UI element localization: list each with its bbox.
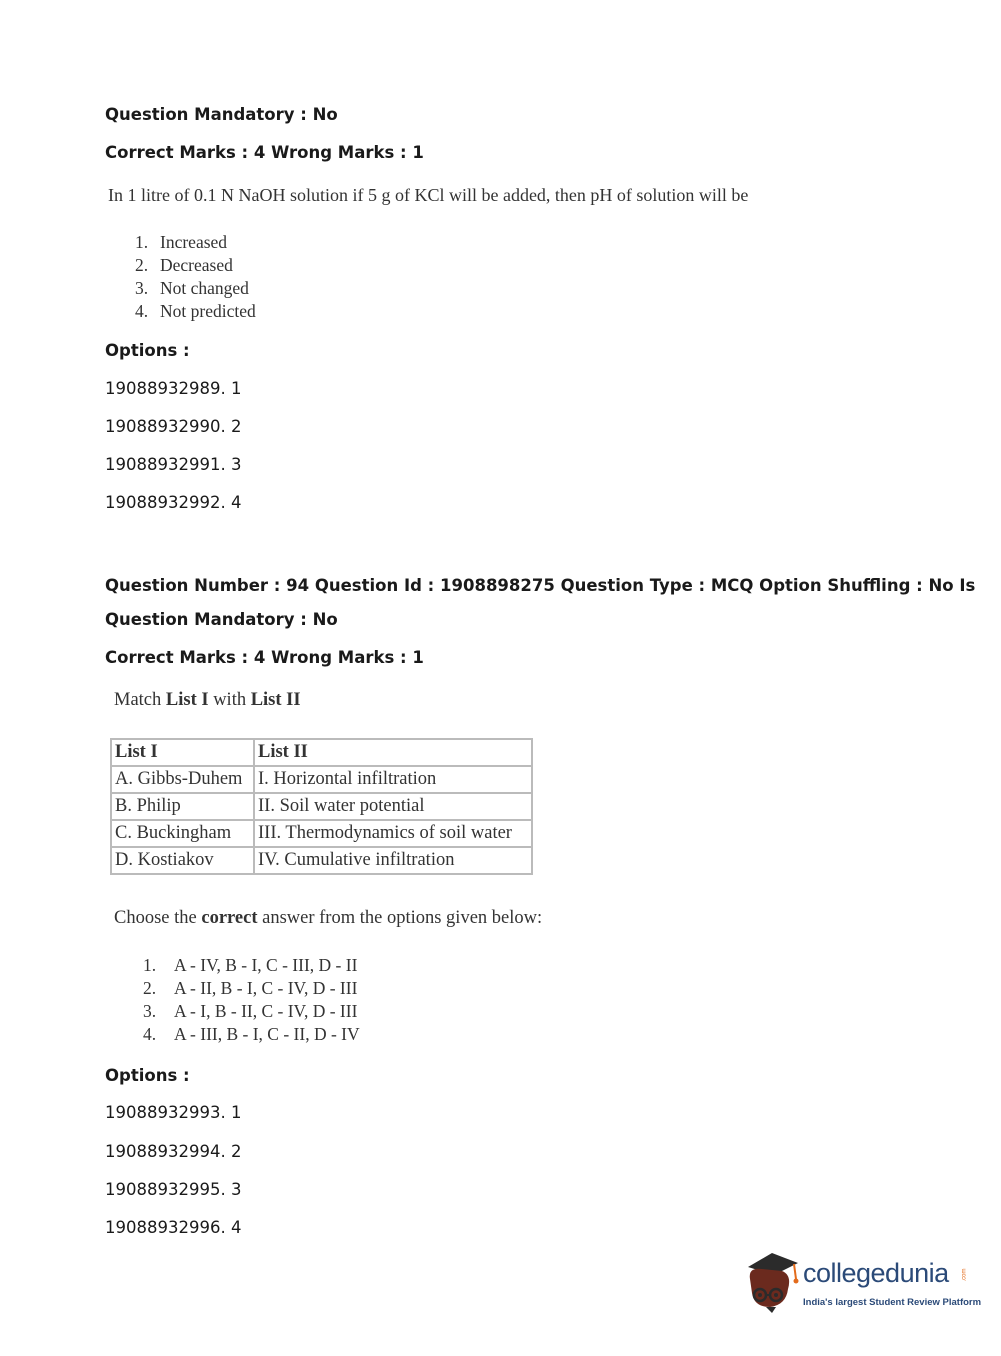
q94-option-3: 19088932995. 3 xyxy=(105,1180,242,1199)
q93-option-1: 19088932989. 1 xyxy=(105,379,242,398)
brand-dotcom: .com xyxy=(961,1268,968,1282)
brand-tagline: India's largest Student Review Platform xyxy=(803,1297,982,1308)
table-header-row xyxy=(111,739,532,766)
list-item: 2. A - II, B - I, C - IV, D - III xyxy=(143,978,358,998)
table-header: List II xyxy=(254,739,532,766)
table-cell: III. Thermodynamics of soil water xyxy=(254,820,532,847)
table-row xyxy=(111,793,532,820)
q94-choice-list xyxy=(143,954,360,1046)
table-cell: B. Philip xyxy=(111,793,254,820)
q93-choice-list xyxy=(135,231,256,323)
q93-options-label: Options : xyxy=(105,341,190,360)
q94-intro: Match List I with List II xyxy=(114,690,301,710)
list-item: 1. Increased xyxy=(135,232,228,252)
list-item: 4. Not predicted xyxy=(135,301,256,321)
q94-marks: Correct Marks : 4 Wrong Marks : 1 xyxy=(105,648,424,667)
table-cell: IV. Cumulative infiltration xyxy=(254,847,532,874)
q94-option-4: 19088932996. 4 xyxy=(105,1218,242,1237)
table-row xyxy=(111,766,532,793)
q93-question-text: In 1 litre of 0.1 N NaOH solution if 5 g of KCl will be added, then pH of solution will be xyxy=(108,185,749,205)
list-item: 1. A - IV, B - I, C - III, D - II xyxy=(143,955,358,975)
brand-name: collegedunia xyxy=(803,1258,949,1288)
q94-options-label: Options : xyxy=(105,1066,190,1085)
q94-option-2: 19088932994. 2 xyxy=(105,1142,242,1161)
table-row xyxy=(111,820,532,847)
table-cell: C. Buckingham xyxy=(111,820,254,847)
list-item: 2. Decreased xyxy=(135,255,233,275)
list-item: 3. Not changed xyxy=(135,278,249,298)
match-table xyxy=(110,738,533,875)
list-item: 3. A - I, B - II, C - IV, D - III xyxy=(143,1001,358,1021)
table-cell: D. Kostiakov xyxy=(111,847,254,874)
q93-mandatory: Question Mandatory : No xyxy=(105,105,338,124)
q93-option-4: 19088932992. 4 xyxy=(105,493,242,512)
table-cell: I. Horizontal infiltration xyxy=(254,766,532,793)
q93-option-2: 19088932990. 2 xyxy=(105,417,242,436)
q94-mandatory: Question Mandatory : No xyxy=(105,610,338,629)
q93-option-3: 19088932991. 3 xyxy=(105,455,242,474)
table-row xyxy=(111,847,532,874)
table-header: List I xyxy=(111,739,254,766)
mascot-logo-icon xyxy=(742,1249,802,1315)
q94-instruction: Choose the correct answer from the options given below: xyxy=(114,908,543,928)
list-item: 4. A - III, B - I, C - II, D - IV xyxy=(143,1024,360,1044)
table-cell: A. Gibbs-Duhem xyxy=(111,766,254,793)
table-cell: II. Soil water potential xyxy=(254,793,532,820)
q93-marks: Correct Marks : 4 Wrong Marks : 1 xyxy=(105,143,424,162)
q94-header: Question Number : 94 Question Id : 1908898275 Question Type : MCQ Option Shuffling : No Is xyxy=(105,576,976,595)
q94-option-1: 19088932993. 1 xyxy=(105,1103,242,1122)
